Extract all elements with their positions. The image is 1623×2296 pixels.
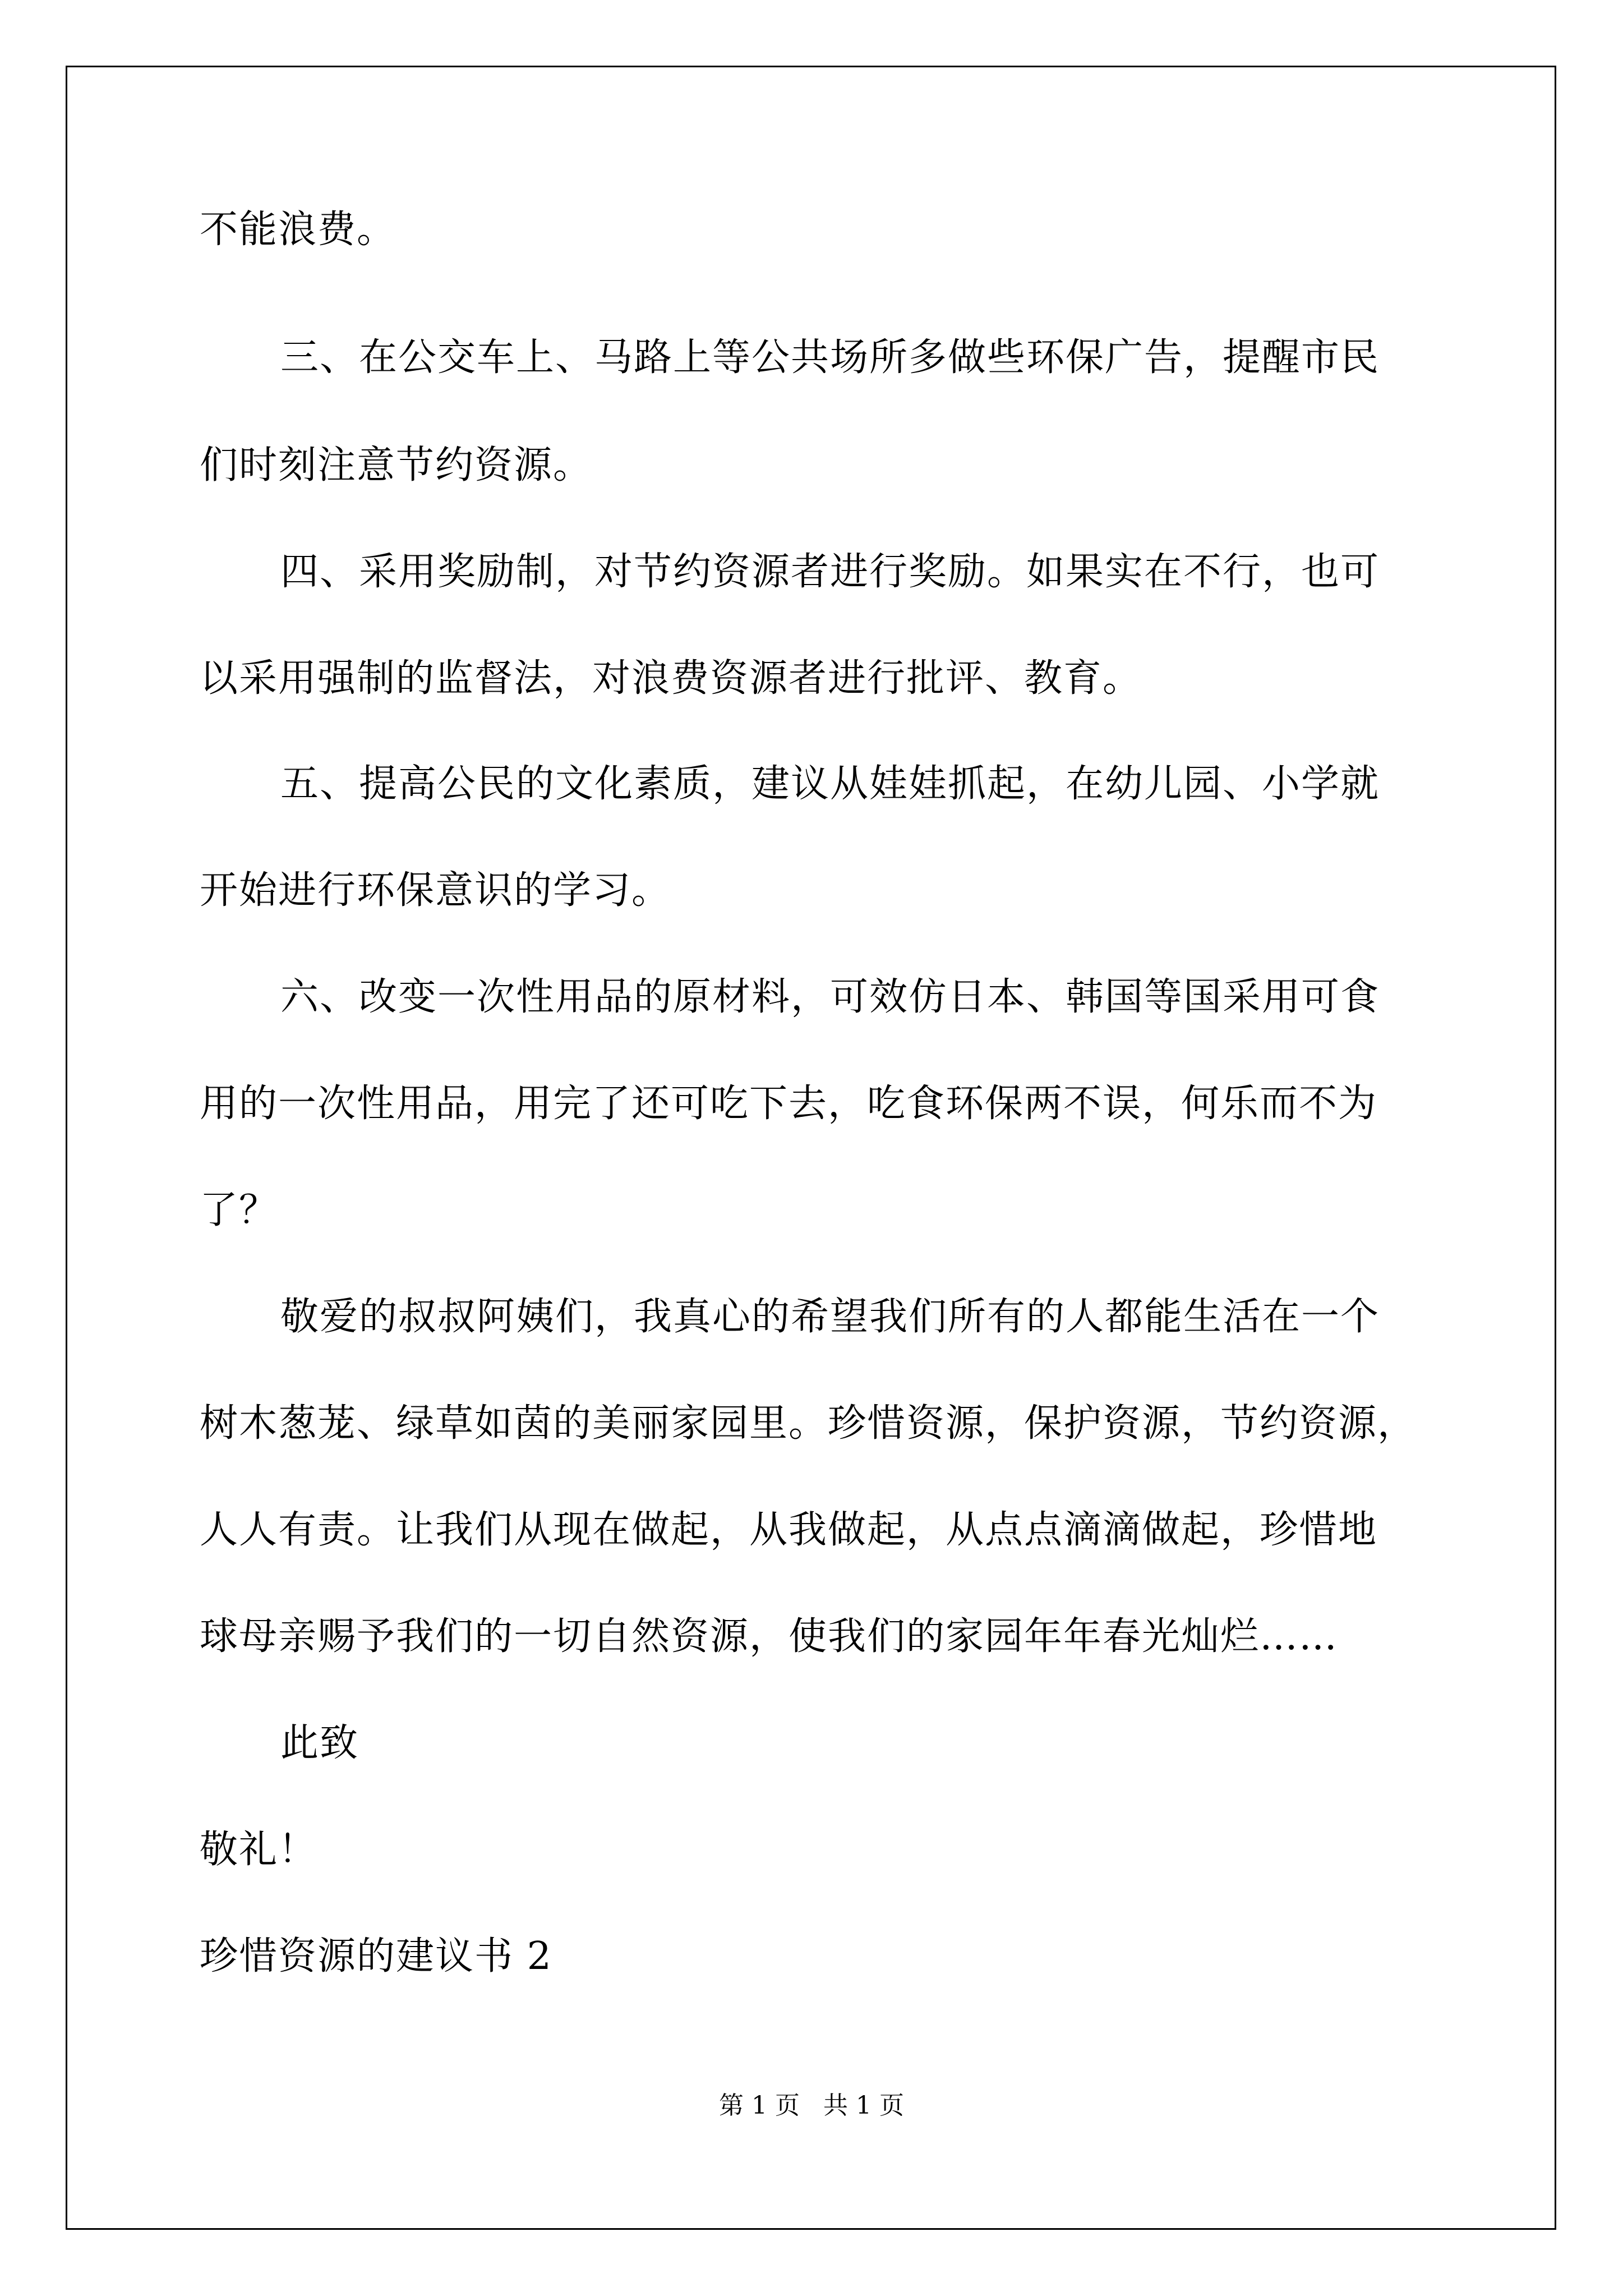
section-title: 珍惜资源的建议书 2 [200, 1934, 552, 1978]
body-line: 开始进行环保意识的学习。 [200, 868, 671, 913]
body-line: 三、在公交车上、马路上等公共场所多做些环保广告，提醒市民 [280, 335, 1380, 380]
body-line: 球母亲赐予我们的一切自然资源，使我们的家园年年春光灿烂…… [200, 1614, 1339, 1659]
body-line: 用的一次性用品，用完了还可吃下去，吃食环保两不误，何乐而不为 [200, 1082, 1378, 1126]
closing-line: 此致 [280, 1721, 359, 1765]
page-footer: 第 1 页 共 1 页 [719, 2091, 904, 2120]
body-line: 人人有责。让我们从现在做起，从我做起，从点点滴滴做起，珍惜地 [200, 1508, 1378, 1552]
body-line: 五、提高公民的文化素质，建议从娃娃抓起，在幼儿园、小学就 [280, 762, 1380, 806]
body-line: 四、采用奖励制，对节约资源者进行奖励。如果实在不行，也可 [280, 550, 1380, 594]
body-line: 们时刻注意节约资源。 [200, 443, 593, 487]
body-line: 以采用强制的监督法，对浪费资源者进行批评、教育。 [200, 656, 1142, 701]
salutation-line: 敬礼！ [200, 1828, 318, 1872]
body-line: 树木葱茏、绿草如茵的美丽家园里。珍惜资源，保护资源，节约资源， [200, 1401, 1417, 1446]
body-line: 不能浪费。 [200, 208, 396, 252]
page-frame [66, 66, 1556, 2230]
body-line: 六、改变一次性用品的原材料，可效仿日本、韩国等国采用可食 [280, 975, 1380, 1019]
body-line: 了？ [200, 1188, 279, 1232]
body-line: 敬爱的叔叔阿姨们，我真心的希望我们所有的人都能生活在一个 [280, 1295, 1380, 1339]
